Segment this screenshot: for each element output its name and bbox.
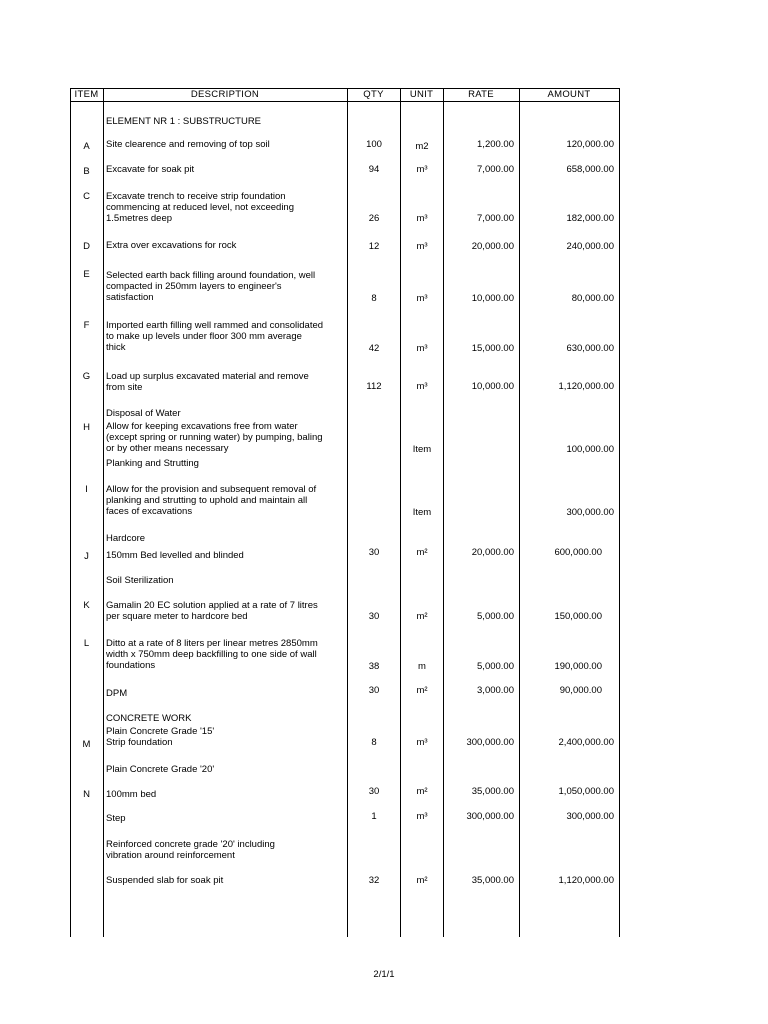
- item-description: faces of excavations: [106, 506, 193, 517]
- item-amount: 300,000.00: [566, 507, 614, 518]
- item-description: per square meter to hardcore bed: [106, 611, 248, 622]
- item-description: Load up surplus excavated material and remove: [106, 371, 309, 382]
- item-unit: Item: [412, 444, 432, 455]
- item-code: K: [83, 600, 90, 611]
- item-code: F: [83, 320, 90, 331]
- header-qty: QTY: [363, 89, 384, 100]
- item-code: J: [84, 551, 89, 562]
- item-unit: m²: [416, 611, 428, 622]
- item-amount: 658,000.00: [566, 164, 614, 175]
- item-qty: 8: [371, 293, 377, 304]
- item-description: compacted in 250mm layers to engineer's: [106, 281, 282, 292]
- item-qty: 94: [368, 164, 380, 175]
- item-rate: 5,000.00: [477, 661, 514, 672]
- item-rate: 15,000.00: [471, 343, 514, 354]
- item-qty: 38: [368, 661, 380, 672]
- item-description: Suspended slab for soak pit: [106, 875, 224, 886]
- item-description: from site: [106, 382, 143, 393]
- item-code: N: [83, 789, 90, 800]
- item-description: Plain Concrete Grade '15': [106, 726, 215, 737]
- section-heading: vibration around reinforcement: [106, 850, 235, 861]
- item-amount: 90,000.00: [559, 685, 602, 696]
- item-code: E: [83, 269, 90, 280]
- header-item: ITEM: [74, 89, 99, 100]
- item-description: Imported earth filling well rammed and consolidated: [106, 320, 324, 331]
- item-rate: 300,000.00: [466, 811, 514, 822]
- item-description: Site clearence and removing of top soil: [106, 139, 270, 150]
- item-description: Step: [106, 813, 126, 824]
- item-amount: 630,000.00: [566, 343, 614, 354]
- item-code: I: [85, 484, 88, 495]
- col-divider: [103, 88, 104, 937]
- item-description: Allow for the provision and subsequent removal of: [106, 484, 317, 495]
- item-description: Strip foundation: [106, 737, 173, 748]
- item-code: M: [82, 739, 91, 750]
- item-unit: m: [418, 661, 426, 672]
- item-description: Ditto at a rate of 8 liters per linear metres 2850mm: [106, 638, 318, 649]
- item-description: foundations: [106, 660, 156, 671]
- item-description: satisfaction: [106, 292, 154, 303]
- col-divider: [619, 88, 620, 937]
- item-unit: m³: [416, 737, 428, 748]
- item-qty: 30: [368, 547, 380, 558]
- item-description: DPM: [106, 688, 128, 699]
- item-qty: 112: [366, 381, 382, 392]
- item-code: A: [83, 141, 90, 152]
- item-description: Excavate for soak pit: [106, 164, 195, 175]
- item-unit: m²: [416, 875, 428, 886]
- header-unit: UNIT: [409, 89, 434, 100]
- item-unit: m³: [416, 241, 428, 252]
- item-description: planking and strutting to uphold and maintain all: [106, 495, 308, 506]
- item-qty: 12: [368, 241, 380, 252]
- item-qty: 8: [371, 737, 377, 748]
- item-amount: 1,050,000.00: [558, 786, 614, 797]
- section-heading: Planking and Strutting: [106, 458, 199, 469]
- item-description: to make up levels under floor 300 mm average: [106, 331, 302, 342]
- item-amount: 80,000.00: [571, 293, 614, 304]
- item-unit: m³: [416, 381, 428, 392]
- item-amount: 100,000.00: [566, 444, 614, 455]
- col-divider: [443, 88, 444, 937]
- item-description: Gamalin 20 EC solution applied at a rate of 7 litres: [106, 600, 318, 611]
- item-rate: 35,000.00: [471, 786, 514, 797]
- header-rate: RATE: [468, 89, 494, 100]
- section-heading: CONCRETE WORK: [106, 713, 192, 724]
- item-rate: 7,000.00: [477, 164, 514, 175]
- item-rate: 20,000.00: [471, 241, 514, 252]
- item-rate: 20,000.00: [471, 547, 514, 558]
- item-code: H: [83, 422, 90, 433]
- section-heading: Hardcore: [106, 533, 146, 544]
- item-rate: 5,000.00: [477, 611, 514, 622]
- item-rate: 35,000.00: [471, 875, 514, 886]
- header-bottom-rule: [70, 101, 620, 102]
- item-description: 150mm Bed levelled and blinded: [106, 550, 244, 561]
- item-amount: 190,000.00: [554, 661, 602, 672]
- col-divider: [70, 88, 71, 937]
- item-unit: m³: [416, 293, 428, 304]
- item-qty: 1: [371, 811, 377, 822]
- element-title: ELEMENT NR 1 : SUBSTRUCTURE: [106, 116, 262, 127]
- item-description: width x 750mm deep backfilling to one side of wall: [106, 649, 317, 660]
- section-heading: Soil Sterilization: [106, 575, 174, 586]
- item-qty: 100: [366, 139, 382, 150]
- item-amount: 150,000.00: [554, 611, 602, 622]
- item-rate: 10,000.00: [471, 293, 514, 304]
- item-code: G: [82, 371, 91, 382]
- item-qty: 26: [368, 213, 380, 224]
- item-amount: 182,000.00: [566, 213, 614, 224]
- item-qty: 42: [368, 343, 380, 354]
- item-amount: 1,120,000.00: [558, 381, 614, 392]
- item-unit: m³: [416, 811, 428, 822]
- page-number: 2/1/1: [373, 969, 395, 980]
- item-description: Excavate trench to receive strip foundation: [106, 191, 286, 202]
- item-qty: 30: [368, 611, 380, 622]
- item-description: Allow for keeping excavations free from water: [106, 421, 298, 432]
- item-unit: m²: [416, 685, 428, 696]
- item-description: 1.5metres deep: [106, 213, 173, 224]
- item-amount: 600,000.00: [554, 547, 602, 558]
- item-description: Selected earth back filling around foundation, well: [106, 270, 316, 281]
- item-code: D: [83, 241, 90, 252]
- item-unit: m³: [416, 164, 428, 175]
- section-heading: Disposal of Water: [106, 408, 181, 419]
- section-heading: Plain Concrete Grade '20': [106, 764, 215, 775]
- item-qty: 30: [368, 786, 380, 797]
- item-rate: 7,000.00: [477, 213, 514, 224]
- item-qty: 32: [368, 875, 380, 886]
- header-amount: AMOUNT: [547, 89, 591, 100]
- item-description: commencing at reduced level, not exceeding: [106, 202, 295, 213]
- item-description: or by other means necessary: [106, 443, 229, 454]
- item-unit: m³: [416, 213, 428, 224]
- item-description: Extra over excavations for rock: [106, 240, 237, 251]
- item-description: 100mm bed: [106, 789, 157, 800]
- item-qty: 30: [368, 685, 380, 696]
- item-description: thick: [106, 342, 126, 353]
- item-rate: 10,000.00: [471, 381, 514, 392]
- item-unit: m³: [416, 343, 428, 354]
- item-code: C: [83, 191, 90, 202]
- item-rate: 3,000.00: [477, 685, 514, 696]
- item-amount: 240,000.00: [566, 241, 614, 252]
- item-amount: 2,400,000.00: [558, 737, 614, 748]
- item-amount: 300,000.00: [566, 811, 614, 822]
- item-description: (except spring or running water) by pumping, baling: [106, 432, 323, 443]
- header-description: DESCRIPTION: [190, 89, 260, 100]
- item-code: B: [83, 166, 90, 177]
- item-unit: m²: [416, 786, 428, 797]
- item-amount: 1,120,000.00: [558, 875, 614, 886]
- item-rate: 1,200.00: [477, 139, 514, 150]
- col-divider: [519, 88, 520, 937]
- section-heading: Reinforced concrete grade '20' including: [106, 839, 275, 850]
- item-amount: 120,000.00: [566, 139, 614, 150]
- item-code: L: [83, 638, 90, 649]
- item-rate: 300,000.00: [466, 737, 514, 748]
- item-unit: Item: [412, 507, 432, 518]
- item-unit: m2: [415, 141, 429, 152]
- item-unit: m²: [416, 547, 428, 558]
